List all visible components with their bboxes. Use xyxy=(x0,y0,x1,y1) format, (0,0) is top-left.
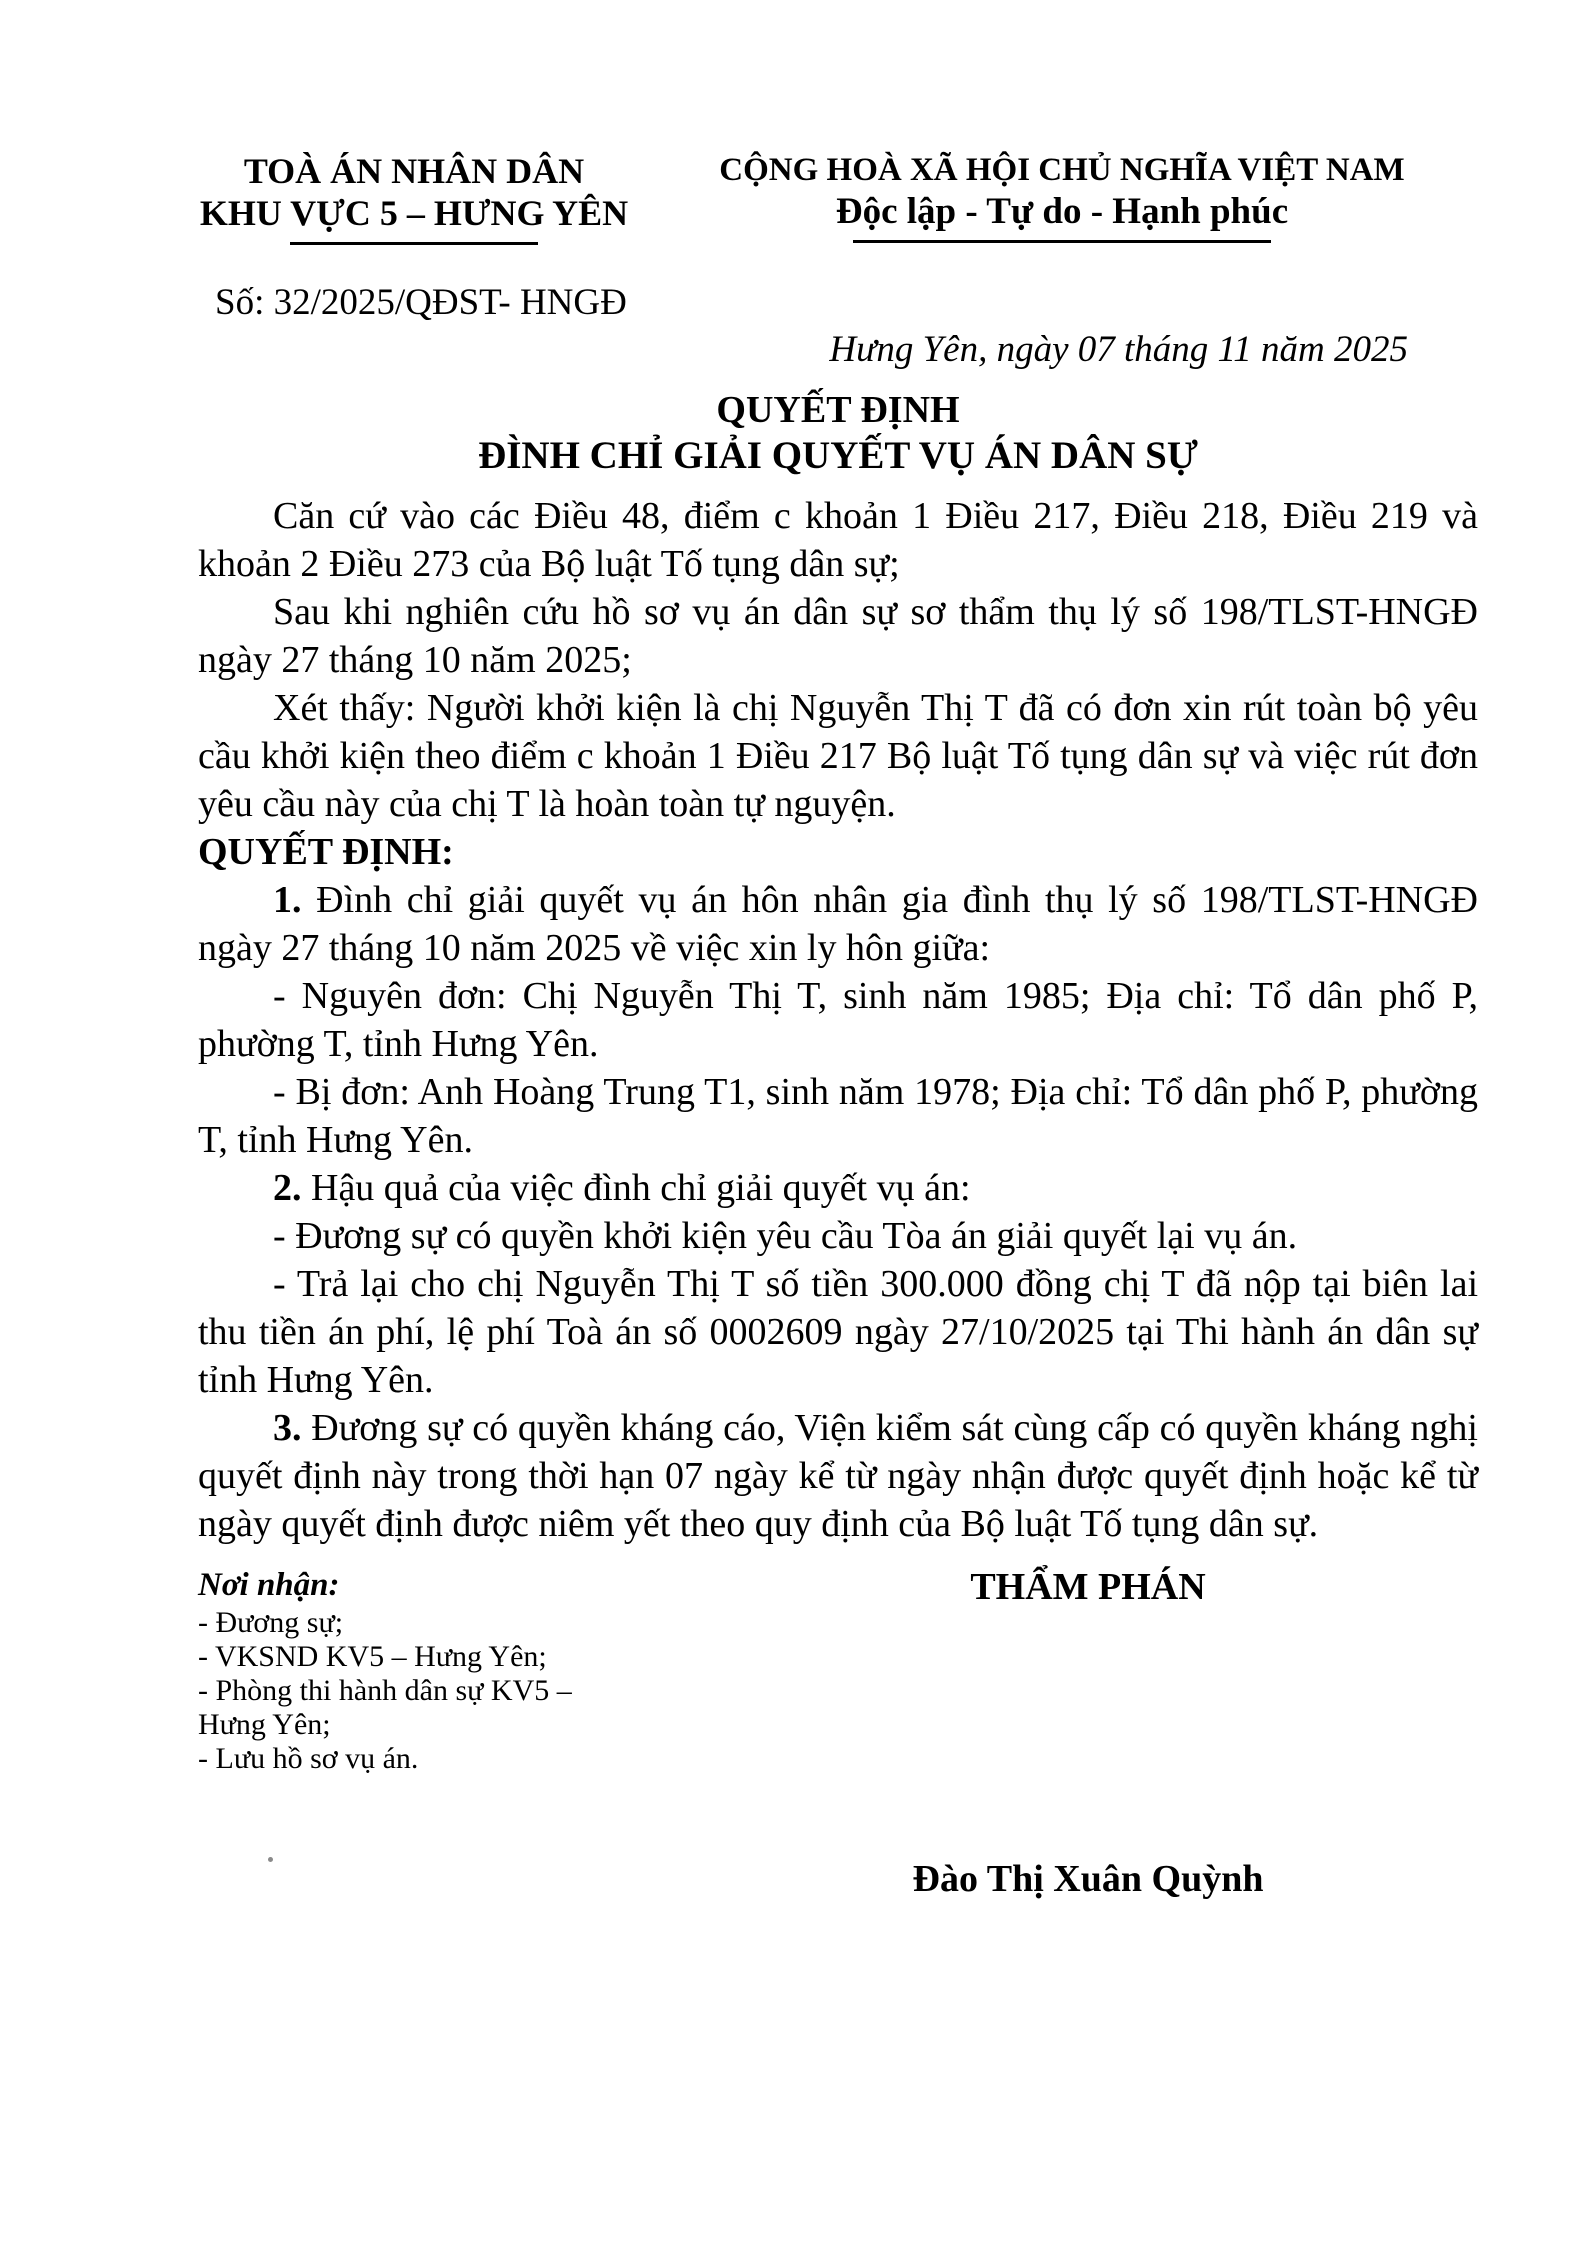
decision-section-heading: QUYẾT ĐỊNH: xyxy=(198,831,454,873)
preamble-paragraph: Sau khi nghiên cứu hồ sơ vụ án dân sự sơ thẩm thụ lý số 198/TLST-HNGĐ ngày 27 tháng 10 năm 2025; xyxy=(198,591,1478,681)
decision-item xyxy=(198,1212,1478,1260)
document-title: QUYẾT ĐỊNH xyxy=(716,389,960,431)
document-subtitle: ĐÌNH CHỈ GIẢI QUYẾT VỤ ÁN DÂN SỰ xyxy=(478,434,1198,477)
national-motto-underline xyxy=(853,240,1271,243)
decision-item-text: Đình chỉ giải quyết vụ án hôn nhân gia đình thụ lý số 198/TLST-HNGĐ ngày 27 tháng 10 năm 2025 về việc xin ly hôn giữa: xyxy=(198,879,1478,969)
court-name-block xyxy=(198,150,630,245)
decision-item xyxy=(198,1260,1478,1404)
national-motto-block xyxy=(688,150,1436,243)
decision-item xyxy=(198,876,1478,972)
scan-artifact-dot xyxy=(268,1857,273,1862)
recipient-line: - VKSND KV5 – Hưng Yên; xyxy=(198,1640,547,1673)
recipient-line: - Phòng thi hành dân sự KV5 – xyxy=(198,1674,572,1707)
decision-item-text: Hậu quả của việc đình chỉ giải quyết vụ án: xyxy=(301,1167,971,1209)
decision-item-number: 1. xyxy=(273,879,302,921)
national-title: CỘNG HOÀ XÃ HỘI CHỦ NGHĨA VIỆT NAM xyxy=(719,152,1405,188)
decision-item-text: - Nguyên đơn: Chị Nguyễn Thị T, sinh năm 1985; Địa chỉ: Tổ dân phố P, phường T, tỉnh Hưng Yên. xyxy=(198,975,1478,1065)
decision-item xyxy=(198,1164,1478,1212)
place-date-line: Hưng Yên, ngày 07 tháng 11 năm 2025 xyxy=(829,329,1408,370)
recipient-line: - Lưu hồ sơ vụ án. xyxy=(198,1742,419,1775)
court-name-line2: KHU VỰC 5 – HƯNG YÊN xyxy=(199,193,629,233)
decision-item-text: - Đương sự có quyền khởi kiện yêu cầu Tòa án giải quyết lại vụ án. xyxy=(273,1215,1298,1257)
decision-item-number: 3. xyxy=(273,1407,302,1449)
preamble-paragraph: Căn cứ vào các Điều 48, điểm c khoản 1 Điều 217, Điều 218, Điều 219 và khoản 2 Điều 273 của Bộ luật Tố tụng dân sự; xyxy=(198,495,1478,585)
decision-item xyxy=(198,972,1478,1068)
recipient-line: Hưng Yên; xyxy=(198,1708,331,1741)
document-footer xyxy=(198,1564,1478,1901)
preamble-paragraph: Xét thấy: Người khởi kiện là chị Nguyễn Thị T đã có đơn xin rút toàn bộ yêu cầu khởi kiện theo điểm c khoản 1 Điều 217 Bộ luật Tố tụng dân sự và việc rút đơn yêu cầu này của chị T là hoàn toàn tự nguyện. xyxy=(198,687,1478,825)
recipient-line: - Đương sự; xyxy=(198,1606,344,1639)
decision-item-number: 2. xyxy=(273,1167,302,1209)
document-body xyxy=(198,492,1478,1548)
national-motto: Độc lập - Tự do - Hạnh phúc xyxy=(835,191,1289,232)
court-name-line1: TOÀ ÁN NHÂN DÂN xyxy=(243,151,585,191)
recipients-label: Nơi nhận: xyxy=(198,1567,340,1603)
document-number: Số: 32/2025/QĐST- HNGĐ xyxy=(215,282,627,323)
court-name-underline xyxy=(290,242,538,245)
decision-item-text: - Trả lại cho chị Nguyễn Thị T số tiền 300.000 đồng chị T đã nộp tại biên lai thu tiền án phí, lệ phí Toà án số 0002609 ngày 27/10/2025 tại Thi hành án dân sự tỉnh Hưng Yên. xyxy=(198,1263,1478,1401)
decision-item-text: Đương sự có quyền kháng cáo, Viện kiểm sát cùng cấp có quyền kháng nghị quyết định này trong thời hạn 07 ngày kể từ ngày nhận được quyết định hoặc kể từ ngày quyết định được niêm yết theo quy định của Bộ luật Tố tụng dân sự. xyxy=(198,1407,1478,1545)
decision-item-text: - Bị đơn: Anh Hoàng Trung T1, sinh năm 1978; Địa chỉ: Tổ dân phố P, phường T, tỉnh Hưng Yên. xyxy=(198,1071,1478,1161)
judge-title: THẨM PHÁN xyxy=(970,1566,1206,1608)
recipients-block xyxy=(198,1564,758,1901)
judge-name: Đào Thị Xuân Quỳnh xyxy=(912,1858,1264,1900)
document-header xyxy=(198,150,1478,245)
signature-block xyxy=(758,1564,1418,1901)
decision-item xyxy=(198,1404,1478,1548)
decision-item xyxy=(198,1068,1478,1164)
